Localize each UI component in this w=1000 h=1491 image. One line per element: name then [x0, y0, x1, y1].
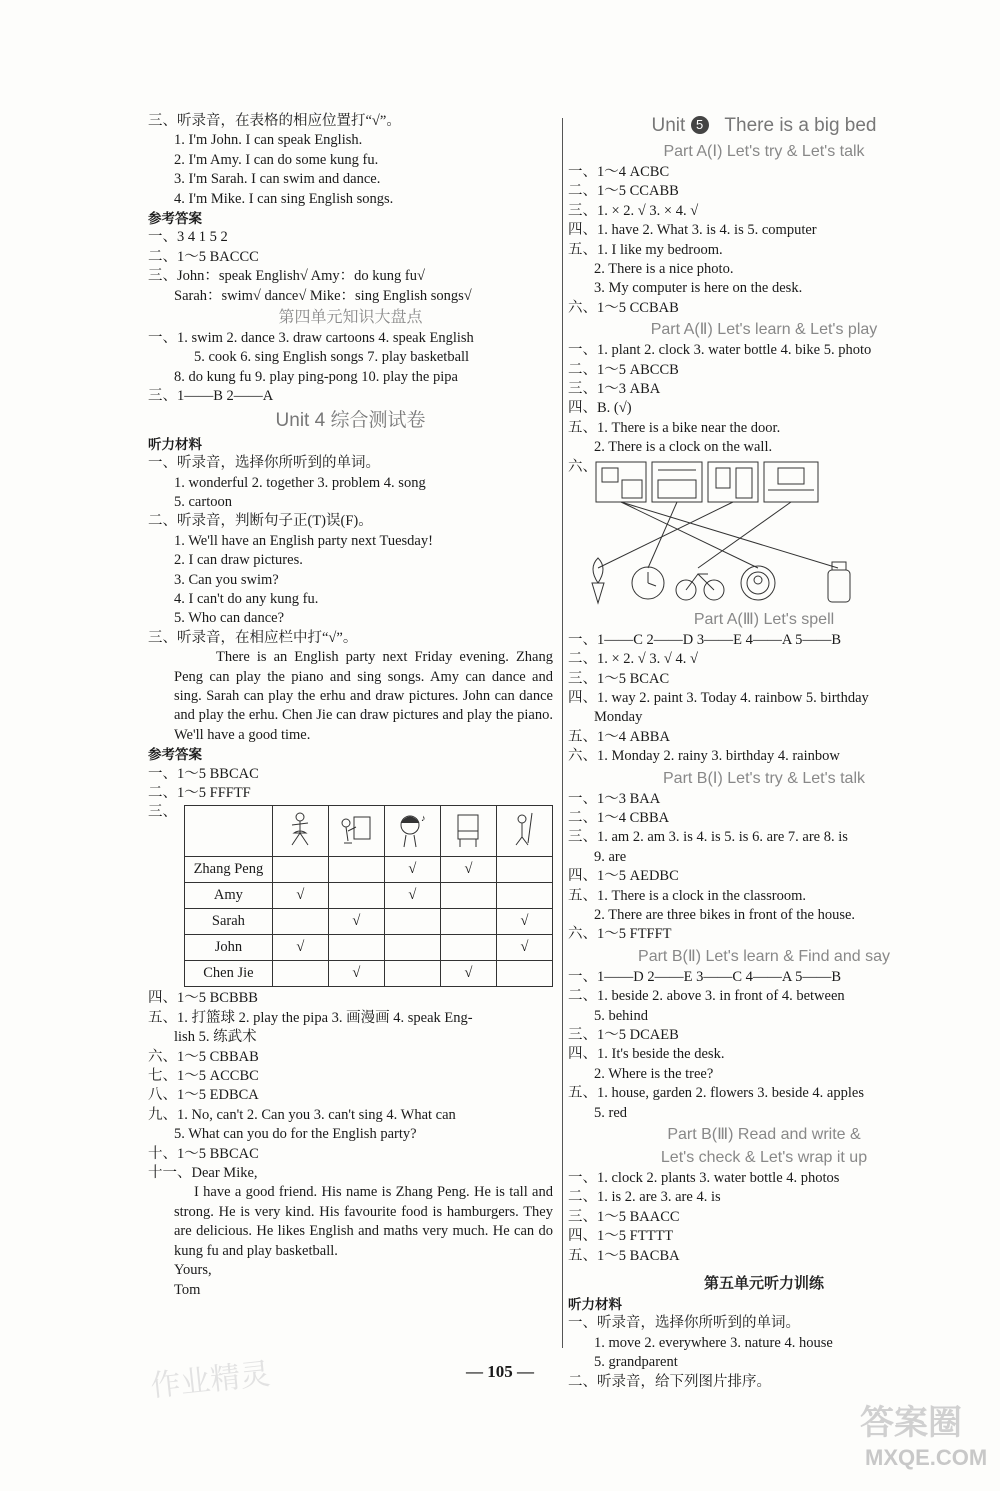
- table-row: [185, 961, 553, 987]
- line: 一、听录音，选择你所听到的单词。: [568, 1315, 800, 1332]
- listening-heading: 听力材料: [568, 1297, 622, 1313]
- line: 5. behind: [594, 1007, 648, 1024]
- table-cell: [272, 857, 328, 883]
- left-column: 三、听录音，在表格的相应位置打“√”。 1. I'm John. I can speak English. 2. I'm Amy. I can do some kung fu. 3. I'm Sarah. I can swim and dance. 4. I'm Mike. I can sing English songs. 参考答案 一、3 4 1 5 2 二、1～5 BACCC 三、John：speak English√ Amy：do kung fu√ Sarah：swim√ dance√ Mike：sing English songs√ 第四单元知识大盘点 一、1. swim 2. dance 3. draw cartoons 4. speak English 5. cook 6. sing English songs 7. play basketball 8. do kung fu 9. play ping-pong 10. play the pipa 三、1——B 2——A Unit 4 综合测试卷 听力材料 一、听录音，选择你所听到的单词。 1. wonderful 2. together 3. problem 4. song 5. cartoon 二、听录音，判断句子正(T)误(F)。 1. We'll have an English party next Tuesday! 2. I can draw pictures. 3. Can you swim? 4. I can't do any kung fu. 5. Who can dance? 三、听录音，在相应栏中打“√”。 There is an English party next Friday evening. Zhang Peng can play the piano and sing songs. Amy can dance and sing. Sarah can play the erhu and draw pictures. John can dance and play the erhu. Chen Jie can draw pictures and play the piano. We'll have a good time. 参考答案 一、1～5 BBCAC 二、1～5 FFFTF 三、 ♪ Zhang Peng √ √ Amy √ √ Sarah √ √ John √ √ Chen Jie √ √ 四、1～5 BCBBB 五、1. 打篮球 2. play the pipa 3. 画漫画 4. speak Eng- lish 5. 练武术 六、1～5 CBBAB 七、1～5 ACCBC 八、1～5 EDBCA 九、1. No, can't 2. Can you 3. can't sing 4. What can 5. What can you do for the English party? 十、1～5 BBCAC 十一、Dear Mike, I have a good friend. His name is Zhang Peng. He is tall and strong. He is very kind. His favourite food is hamburgers. They are delicious. He likes English and maths very much. He can do kung fu and play basketball. Yours, Tom: [148, 112, 553, 1300]
- erhu-player-icon: [496, 806, 552, 857]
- line: Tom: [174, 1281, 201, 1298]
- table-cell: √: [440, 857, 496, 883]
- line: 5. grandparent: [594, 1354, 678, 1371]
- clock-icon: [632, 567, 664, 599]
- unit-label: Unit: [651, 115, 686, 136]
- table-cell: √: [328, 961, 384, 987]
- singing-girl-icon: [384, 806, 440, 857]
- study-picture: [764, 462, 818, 502]
- line: 九、1. No, can't 2. Can you 3. can't sing 4. What can: [148, 1106, 456, 1123]
- answer-table: [184, 805, 553, 987]
- watermark: 作业精灵: [148, 1357, 272, 1404]
- section-heading: 第五单元听力训练: [703, 1275, 824, 1293]
- dancing-girl-icon: [272, 806, 328, 857]
- line: 四、1～5 AEDBC: [568, 868, 679, 885]
- line: 四、1～5 BCBBB: [148, 990, 258, 1007]
- line: 二、1. × 2. √ 3. √ 4. √: [568, 651, 698, 668]
- table-header-blank: [185, 806, 273, 857]
- drawing-icon: [328, 806, 384, 857]
- line: 二、1～5 ABCCB: [568, 361, 679, 378]
- table-cell: [384, 935, 440, 961]
- table-cell: √: [496, 909, 552, 935]
- line: 一、3 4 1 5 2: [148, 229, 228, 246]
- line: Sarah：swim√ dance√ Mike：sing English songs√: [174, 287, 472, 304]
- line: 2. There are three bikes in front of the house.: [594, 906, 856, 923]
- line: 五、1～4 ABBA: [568, 728, 670, 745]
- answer-heading: 参考答案: [148, 747, 202, 763]
- table-cell: [440, 883, 496, 909]
- table-row: [185, 857, 553, 883]
- line: 三、1～5 DCAEB: [568, 1027, 679, 1043]
- piano-icon: [440, 806, 496, 857]
- line: 5. cook 6. sing English songs 7. play basketball: [194, 349, 470, 366]
- living-room-picture: [708, 462, 758, 502]
- table-cell: [440, 935, 496, 961]
- table-row: [185, 935, 553, 961]
- line: 一、1～4 ACBC: [568, 164, 670, 180]
- line: 一、1——D 2——E 3——C 4——A 5——B: [568, 968, 842, 985]
- section-heading: 第四单元知识大盘点: [278, 309, 423, 327]
- line: 9. are: [594, 848, 627, 865]
- line: 2. There is a nice photo.: [594, 261, 734, 278]
- table-cell: Chen Jie: [185, 961, 273, 987]
- table-cell: [272, 961, 328, 987]
- line: 4. I can't do any kung fu.: [174, 590, 319, 607]
- table-cell: Amy: [185, 883, 273, 909]
- line: 3. I'm Sarah. I can swim and dance.: [174, 171, 381, 188]
- line: 二、1. beside 2. above 3. in front of 4. between: [568, 988, 845, 1005]
- line: 二、1～5 CCABB: [568, 183, 679, 200]
- line: 五、1. house, garden 2. flowers 3. beside 4. apples: [568, 1085, 864, 1102]
- line: 1. wonderful 2. together 3. problem 4. song: [174, 474, 426, 491]
- line: 三、1～5 BCAC: [568, 670, 670, 687]
- table-cell: √: [496, 935, 552, 961]
- line: 二、1. is 2. are 3. are 4. is: [568, 1189, 721, 1206]
- line: Monday: [594, 709, 643, 726]
- line: 2. Where is the tree?: [594, 1065, 714, 1082]
- line: 8. do kung fu 9. play ping-pong 10. play the pipa: [174, 368, 458, 385]
- line: 2. I'm Amy. I can do some kung fu.: [174, 151, 379, 168]
- line: 六、1～5 CBBAB: [148, 1048, 259, 1065]
- line: 三、1. am 2. am 3. is 4. is 5. is 6. are 7. are 8. is: [568, 829, 848, 846]
- table-cell: Sarah: [185, 909, 273, 935]
- line: 三、1～3 ABA: [568, 381, 661, 398]
- line: 六、1. Monday 2. rainy 3. birthday 4. rainbow: [568, 748, 840, 765]
- bedroom-picture: [596, 462, 646, 502]
- table-cell: [496, 857, 552, 883]
- line: 2. There is a clock on the wall.: [594, 439, 773, 456]
- unit-name: There is a big bed: [724, 115, 877, 136]
- line: 5. What can you do for the English party?: [174, 1126, 417, 1143]
- watermark: MXQE.COM: [865, 1445, 988, 1470]
- line: 一、1～5 BBCAC: [148, 765, 259, 782]
- plant-icon: [592, 558, 604, 603]
- table-cell: √: [272, 935, 328, 961]
- line: 十、1～5 BBCAC: [148, 1145, 259, 1162]
- line: 二、1～5 BACCC: [148, 248, 259, 265]
- line: 5. red: [594, 1104, 628, 1121]
- matching-pictures: [568, 458, 960, 608]
- line: 七、1～5 ACCBC: [148, 1068, 259, 1085]
- unit-title: [568, 112, 960, 140]
- paragraph: There is an English party next Friday evening. Zhang Peng can play the piano and sing songs. Amy can dance and sing. Sarah can play the erhu and draw pictures. John can dance and play the erhu. Chen Jie can draw pictures and play the piano. We'll have a good time.: [174, 649, 553, 743]
- table-row: [185, 909, 553, 935]
- part-heading: Part A(Ⅲ) Let's spell: [693, 610, 835, 628]
- line: 一、1. plant 2. clock 3. water bottle 4. bike 5. photo: [568, 342, 872, 359]
- part-heading: Part B(Ⅱ) Let's learn & Find and say: [638, 947, 890, 965]
- line: 六、1～5 FTFFT: [568, 926, 672, 943]
- right-column: [568, 112, 960, 1392]
- line: 五、1. 打篮球 2. play the pipa 3. 画漫画 4. speak Eng-: [148, 1009, 473, 1026]
- line: 三、John：speak English√ Amy：do kung fu√: [148, 268, 425, 285]
- line: 四、1. It's beside the desk.: [568, 1046, 725, 1063]
- line: 六、: [568, 458, 597, 475]
- table-cell: John: [185, 935, 273, 961]
- line: 三、1——B 2——A: [148, 388, 274, 405]
- column-divider: [562, 118, 563, 1348]
- table-cell: [328, 935, 384, 961]
- line: 5. Who can dance?: [174, 610, 285, 627]
- table-cell: √: [328, 909, 384, 935]
- line: 三、1. × 2. √ 3. × 4. √: [568, 202, 699, 219]
- water-bottle-icon: [828, 562, 850, 602]
- line: 一、1. clock 2. plants 3. water bottle 4. photos: [568, 1170, 840, 1187]
- line: 三、1～5 BAACC: [568, 1208, 680, 1225]
- table-cell: Zhang Peng: [185, 857, 273, 883]
- table-cell: √: [384, 883, 440, 909]
- table-cell: [496, 961, 552, 987]
- part-heading: Part A(Ⅱ) Let's learn & Let's play: [650, 321, 878, 339]
- letter-paragraph: I have a good friend. His name is Zhang Peng. He is tall and strong. He is very kind. His favourite food is hamburgers. They are delicious. He likes English and maths very much. He can do kung fu and play basketball.: [174, 1184, 553, 1259]
- line: 十一、Dear Mike,: [148, 1165, 258, 1182]
- line: 六、1～5 CCBAB: [568, 299, 679, 316]
- table-cell: [328, 857, 384, 883]
- table-cell: [384, 961, 440, 987]
- photo-icon: [741, 566, 775, 600]
- bike-icon: [676, 574, 724, 600]
- section-title: 三、听录音，在表格的相应位置打“√”。: [148, 113, 401, 129]
- line: 五、1～5 BACBA: [568, 1247, 680, 1264]
- line: 四、1～5 FTTTT: [568, 1228, 674, 1245]
- table-cell: √: [440, 961, 496, 987]
- line: 1. I'm John. I can speak English.: [174, 132, 363, 149]
- line: 五、1. There is a clock in the classroom.: [568, 887, 806, 904]
- table-cell: [440, 909, 496, 935]
- line: lish 5. 练武术: [174, 1029, 257, 1046]
- table-cell: [496, 883, 552, 909]
- answer-heading: 参考答案: [148, 211, 202, 227]
- table-cell: [328, 883, 384, 909]
- page-number: — 105 —: [466, 1362, 534, 1381]
- table-cell: √: [384, 857, 440, 883]
- line: 二、听录音，判断句子正(T)误(F)。: [148, 513, 373, 530]
- watermark: 答案圈: [860, 1404, 962, 1442]
- section-heading: Unit 4 综合测试卷: [275, 409, 426, 431]
- line: 三、听录音，在相应栏中打“√”。: [148, 629, 358, 646]
- line: 四、B. (√): [568, 400, 632, 417]
- line: 八、1～5 EDBCA: [148, 1087, 259, 1104]
- part-heading: Let's check & Let's wrap it up: [660, 1149, 868, 1167]
- line: 5. cartoon: [174, 493, 232, 510]
- line: 四、1. way 2. paint 3. Today 4. rainbow 5. birthday: [568, 689, 869, 706]
- line: 五、1. I like my bedroom.: [568, 241, 723, 258]
- line: 3. My computer is here on the desk.: [594, 280, 803, 297]
- table-cell: √: [272, 883, 328, 909]
- line: 4. I'm Mike. I can sing English songs.: [174, 190, 394, 207]
- matching-lines-svg: [568, 458, 960, 608]
- table-cell: [384, 909, 440, 935]
- line: 四、1. have 2. What 3. is 4. is 5. computer: [568, 222, 817, 239]
- line: 二、1～5 FFFTF: [148, 785, 251, 801]
- line: Yours,: [174, 1262, 212, 1279]
- line: 五、1. There is a bike near the door.: [568, 419, 781, 436]
- line: 2. I can draw pictures.: [174, 552, 303, 569]
- line: 3. Can you swim?: [174, 571, 279, 588]
- line: 一、1——C 2——D 3——E 4——A 5——B: [568, 631, 842, 648]
- table-cell: [272, 909, 328, 935]
- part-heading: Part A(Ⅰ) Let's try & Let's talk: [663, 143, 865, 160]
- part-heading: Part B(Ⅲ) Read and write &: [667, 1126, 861, 1144]
- unit-number-badge: 5: [691, 116, 709, 134]
- line: 二、1～4 CBBA: [568, 809, 670, 826]
- kitchen-picture: [652, 462, 702, 502]
- line: 一、1～3 BAA: [568, 790, 661, 807]
- part-heading: Part B(Ⅰ) Let's try & Let's talk: [663, 769, 865, 787]
- line: 一、听录音，选择你所听到的单词。: [148, 455, 380, 472]
- svg-text:♪: ♪: [421, 812, 426, 823]
- table-row: [185, 883, 553, 909]
- listening-heading: 听力材料: [148, 436, 202, 452]
- line: 1. We'll have an English party next Tuesday!: [174, 532, 433, 549]
- line: 1. move 2. everywhere 3. nature 4. house: [594, 1334, 833, 1351]
- line: 一、1. swim 2. dance 3. draw cartoons 4. speak English: [148, 330, 474, 347]
- line: 二、听录音，给下列图片排序。: [568, 1373, 771, 1390]
